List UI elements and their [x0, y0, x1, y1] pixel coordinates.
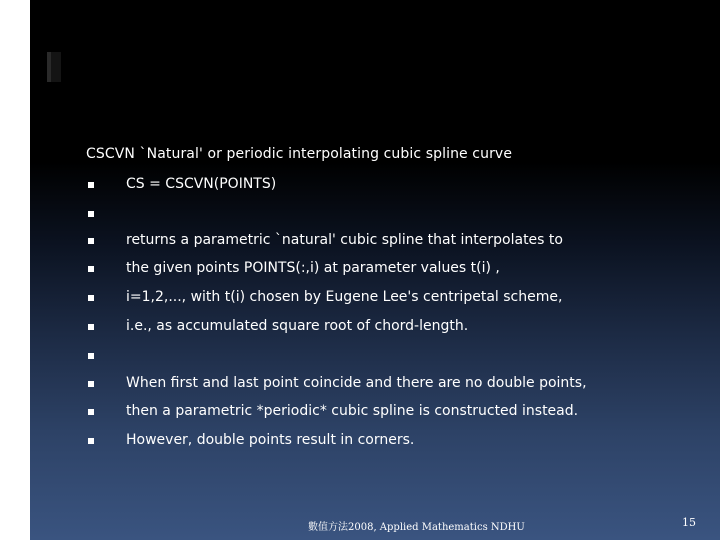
- accent-bar-edge: [47, 52, 51, 82]
- bullet-icon: [88, 324, 94, 330]
- left-white-strip: [0, 0, 30, 540]
- bullet-text: i=1,2,..., with t(i) chosen by Eugene Lee's centripetal scheme,: [126, 289, 563, 305]
- bullet-icon: [88, 211, 94, 217]
- bullet-icon: [88, 182, 94, 188]
- bullet-text: However, double points result in corners.: [126, 432, 415, 448]
- slide-footer: 數值方法2008, Applied Mathematics NDHU: [308, 522, 525, 533]
- bullet-icon: [88, 238, 94, 244]
- bullet-icon: [88, 353, 94, 359]
- bullet-text: then a parametric *periodic* cubic spline is constructed instead.: [126, 403, 579, 419]
- bullet-text: CS = CSCVN(POINTS): [126, 176, 277, 192]
- bullet-text: i.e., as accumulated square root of chord-length.: [126, 318, 469, 334]
- bullet-icon: [88, 381, 94, 387]
- bullet-item: [86, 205, 706, 225]
- bullet-icon: [88, 409, 94, 415]
- bullet-item: [86, 176, 706, 196]
- bullet-item: [86, 232, 706, 252]
- slide: [30, 0, 720, 540]
- bullet-item: [86, 375, 706, 395]
- title-accent-bar: [47, 52, 61, 82]
- bullet-icon: [88, 438, 94, 444]
- bullet-item: [86, 289, 706, 309]
- bullet-text: the given points POINTS(:,i) at parameter values t(i) ,: [126, 260, 500, 276]
- bullet-item: [86, 318, 706, 338]
- bullet-item: [86, 403, 706, 423]
- bullet-item: [86, 260, 706, 280]
- bullet-text: When first and last point coincide and there are no double points,: [126, 375, 587, 391]
- bullet-icon: [88, 266, 94, 272]
- slide-heading: CSCVN `Natural' or periodic interpolating cubic spline curve: [86, 146, 513, 162]
- bullet-icon: [88, 295, 94, 301]
- bullet-text: returns a parametric `natural' cubic spline that interpolates to: [126, 232, 563, 248]
- bullet-item: [86, 432, 706, 452]
- page-number: 15: [682, 516, 696, 529]
- bullet-item: [86, 347, 706, 367]
